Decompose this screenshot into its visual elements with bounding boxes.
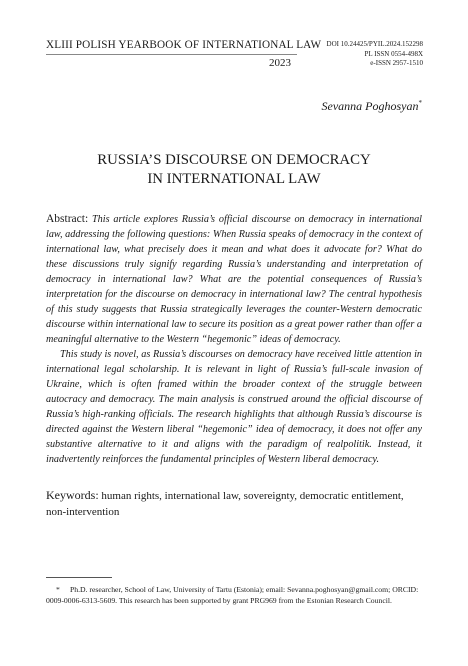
keywords [46,488,422,520]
publication-identifiers [305,40,423,69]
print-issn: PL ISSN 0554-498X [364,49,423,58]
abstract-paragraph-2: This study is novel, as Russia’s discourses on democracy have received little attention in international legal scholarship. It is relevant in light of Russia’s full-scale invasion of Ukraine, which is often framed within the broader context of the struggle between autocracy and democracy. The main analysis is construed around the official discourse of Russia’s high-ranking officials. The research highlights that although Russia’s discourse is directed against the Western liberal “hegemonic” idea of democracy, it does not offer any substantive alternative to it and aligns with the paradigm of realpolitik. Instead, it inadvertently reinforces the fundamental principles of Western liberal democracy. [46,349,422,465]
footnote-text: Ph.D. researcher, School of Law, University of Tartu (Estonia); email: Sevanna.poghosyan@gmail.com; ORCID: 0009-0006-6313-5609. This research has been supported by grant PRG969 from the Estonian Research Council. [46,585,419,605]
journal-year: 2023 [269,57,291,69]
author-line [322,99,422,114]
author-name: Sevanna Poghosyan [321,99,419,113]
journal-title: XLIII POLISH YEARBOOK OF INTERNATIONAL LAW [46,39,322,51]
footnote-mark: * [56,585,60,594]
title-line-1: RUSSIA’S DISCOURSE ON DEMOCRACY [97,152,371,168]
abstract-paragraph-1 [46,212,422,347]
title-line-2: IN INTERNATIONAL LAW [147,171,321,187]
abstract-label: Abstract: [46,213,89,225]
abstract [46,212,422,467]
footnote [46,584,422,606]
abstract-text-1: This article explores Russia’s official discourse on democracy in international law, addressing the following questions: When Russia speaks of democracy in the context of international law, what precisely does it mean and what does it advocate for? What do these discussions truly signify regarding Russia’s understanding and interpretation of democracy in international law? What are the potential consequences of Russia’s interpretation for the discourse on democracy in international law? The central hypothesis of this study suggests that Russia strategically leverages the counter-Western democratic discourse within international law to secure its position as a great power rather than offer a meaningful alternative to the Western “hegemonic” ideas of democracy. [46,214,422,345]
keywords-text: human rights, international law, sovereignty, democratic entitlement, non-intervention [46,490,404,518]
header-divider [46,54,297,55]
keywords-label: Keywords: [46,488,99,502]
footnote-divider [46,577,112,578]
doi[interactable]: DOI 10.24425/PYIL.2024.152298 [326,40,423,48]
electronic-issn: e-ISSN 2957-1510 [370,59,423,67]
author-footnote-mark[interactable]: * [418,99,422,107]
article-title [0,151,468,189]
